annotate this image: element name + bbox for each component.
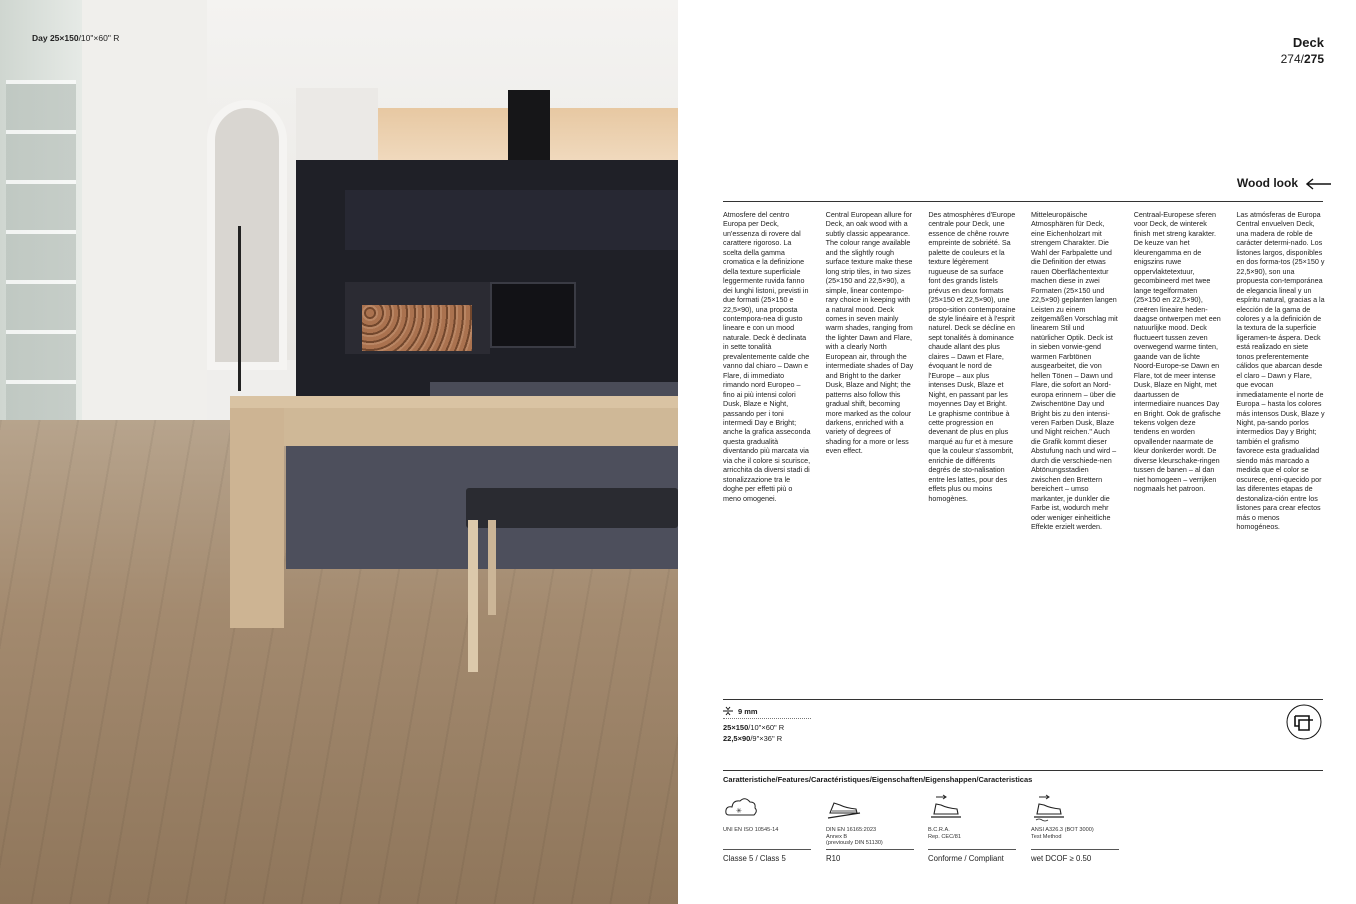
anti-slip-shoe-icon	[826, 793, 862, 823]
text-column-italian: Atmosfere del centro Europa per Deck, un'essenza di rovere dal carattere rigoroso. La scelta della gamma cromatica e la definizione della texture superficiale leggermente ruvida fanno dei lunghi listoni, previsti in due formati (25×150 e 22,5×90), una proposta contempora-nea di gusto lineare e con un mood naturale. Deck è declinata in sette tonalità prevalentemente calde che vanno dal chiaro – Dawn e Flare, di immediato rimando nord Europeo – fino ai più intensi colori Dusk, Blaze e Night, passando per i toni intermedi Day e Bright; anche la grafica asseconda questa gradualità diventando più marcata via via che il colore si scurisce, arricchita da diversi stadi di stonalizzazione tra le doghe per effetti più o meno omogenei.	[723, 210, 813, 503]
frost-resistance-icon	[723, 793, 759, 823]
page-number: 274/275	[1280, 52, 1324, 66]
dcof-shoe-icon	[1031, 793, 1067, 823]
text-column-english: Central European allure for Deck, an oak wood with a subtly classic appearance. The colour range available and the slightly rough surface texture make these long strip tiles, in two sizes (25×150 and 22,5×90), a simple, linear contempo-rary choice in keeping with a natural mood. Deck comes in seven mainly warm shades, ranging from the lighter Dawn and Flare, with a clearly North European air, through the intermediate shades of Day and Bright to the darker Dusk, Blaze and Night; the patterns also follow this gradual shift, becoming more marked as the colour darkens, enriched with a variety of degrees of shading for a more or less even effect.	[825, 210, 916, 456]
format-item: 22,5×90/9"×36" R	[723, 734, 783, 743]
text-column-german: Mitteleuropäische Atmosphären für Deck, eine Eichenholzart mit strengem Charakter. Die Wahl der Farbpalette und die Definition der etwas rauen Oberflächentextur machen diese in zwei Formaten (25×150 und 22,5×90) geplanten langen Leisten zu einem zeitgemäßen Vorschlag mit linearem Stil und natürlicher Optik. Deck ist in sieben vorwie-gend warmen Farbtönen ausgearbeitet, die von hellen Tönen – Dawn und Flare, die sofort an Nord-europa erinnern – über die Zwischentöne Day und Bright bis zu den intensi-veren Farben Dusk, Blaze und Night reichen." Auch die Grafik kommt dieser Abstufung nach und wird – durch die verschiede-nen Abtönungsstadien zwischen den Brettern bereichert – umso markanter, je dunkler die Farbe ist, wodurch mehr oder weniger einheitliche Effekte erzielt werden.	[1031, 210, 1120, 531]
feature-frost: ✳ UNI EN ISO 10545-14 Classe 5 / Class 5	[723, 793, 811, 863]
photo-caption: Day 25×150/10"×60" R	[32, 33, 120, 43]
arrow-left-icon	[1306, 178, 1332, 190]
svg-text:✳: ✳	[736, 807, 742, 815]
features-title: Caratteristiche/Features/Caractéristiques/Eigenschaften/Eigenshappen/Caracteristicas	[723, 775, 1033, 784]
section-label: Wood look	[1236, 176, 1298, 190]
bcra-shoe-icon	[928, 793, 964, 823]
divider	[723, 699, 1323, 700]
page-title: Deck	[1292, 35, 1324, 50]
feature-dcof: ANSI A326.3 (BOT 3000) Test Method wet DCOF ≥ 0.50	[1031, 793, 1119, 863]
feature-anti-slip: DIN EN 16165:2023 Annex B (previously DIN 51130) R10	[826, 793, 914, 863]
divider	[723, 201, 1323, 202]
rectified-edge-icon	[1286, 704, 1322, 740]
text-column-spanish: Las atmósferas de Europa Central envuelven Deck, una madera de roble de carácter determi-nado. Los listones largos, disponibles en dos forma-tos (25×150 y 22,5×90), son una propuesta con-temporánea de elegancia lineal y un espíritu natural, gracias a la elección de la gama de colores y a la definición de la textura de la superficie ligeramen-te áspera. Deck está realizado en siete tonos preferentemente cálidos que abarcan desde el claro – Dawn y Flare, que evocan inmediatamente el norte de Europa – hasta los colores más intensos Dusk, Blaze y Night, pa-sando porlos intermedios Day y Bright; también el grafismo favorece esta gradualidad siendo más marcado a medida que el color se oscurece, enri-quecido por las diferentes etapas de destonaliza-ción entre los listones para crear efectos más o menos homogéneos.	[1236, 210, 1327, 531]
format-list	[723, 722, 784, 744]
thickness-row	[723, 706, 758, 716]
thickness-value: 9 mm	[738, 706, 758, 716]
text-column-dutch: Centraal-Europese sferen voor Deck, de winterek finish met streng karakter. De keuze van het kleurengamma en de enigszins ruwe oppervlaktetextuur, gecombineerd met twee lange tegelformaten (25×150 en 22,5×90), creëren lineaire heden-daagse ontwerpen met een natuurlijke mood. Deck fluctueert tussen zeven overwegend warme tinten, gaande van de lichte Noord-Europe-se Dawn en Flare, tot de meer intense Dusk, Blaze en Night, met daartussen de intermediaire nuances Day en Bright. Ook de grafische tekens volgen deze tendens en worden opvallender naarmate de kleur donkerder wordt. De diverse kleurschake-ringen tussen de banen – al dan niet homogeen – verrijken nogmaals het patroon.	[1133, 210, 1223, 494]
description-columns	[723, 210, 1325, 531]
dotted-divider	[723, 718, 811, 719]
thickness-icon	[723, 706, 733, 716]
page-header	[1281, 35, 1324, 66]
format-item: 25×150/10"×60" R	[723, 723, 785, 732]
divider	[723, 770, 1323, 771]
text-column-french: Des atmosphères d'Europe centrale pour Deck, une essence de chêne rouvre empreinte de sobriété. Sa palette de couleurs et la texture légèrement rugueuse de sa surface font des grands listels prévus en deux formats (25×150 et 22,5×90), une propo-sition contemporaine de style linéaire et à l'esprit naturel. Deck se décline en sept tonalités à dominance chaude allant des plus claires – Dawn et Flare, évoquant le nord de l'Europe – aux plus intenses Dusk, Blaze et Night, en passant par les moyennes Day et Bright. Le graphisme contribue à cette progression en devenant de plus en plus marqué au fur et à mesure que la couleur s'assombrit, enrichie de différents degrés de sto-nalisation entre les lattes, pour des effets plus ou moins homogènes.	[928, 210, 1018, 503]
feature-bcra: B.C.R.A. Rep. CEC/81 Conforme / Compliant	[928, 793, 1016, 863]
